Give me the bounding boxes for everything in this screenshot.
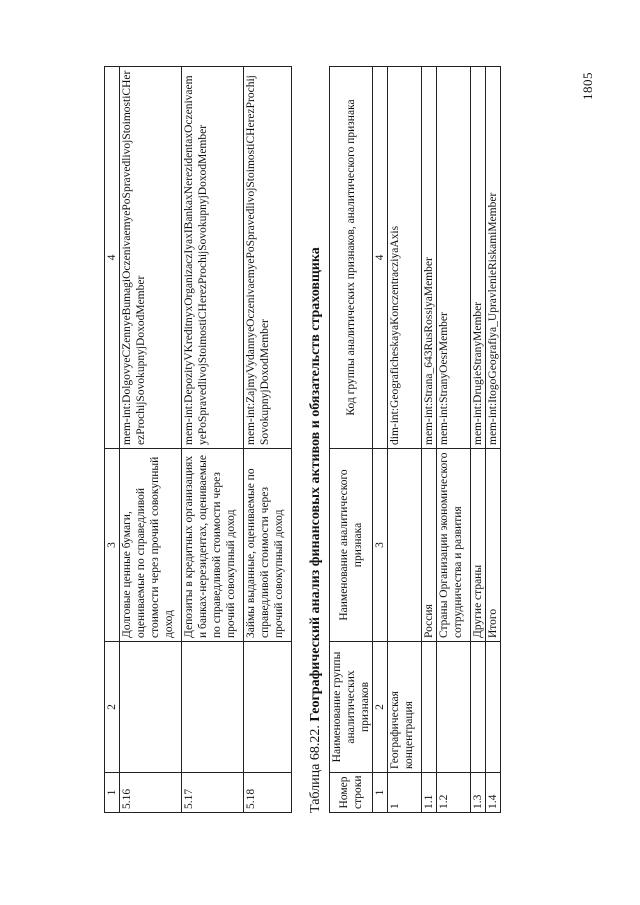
column-number: 1 [105, 773, 120, 813]
group-name [422, 642, 437, 773]
page-number: 1805 [580, 72, 595, 100]
row-number: 5.16 [120, 773, 182, 813]
column-number: 2 [373, 642, 388, 773]
bottom-table [329, 66, 501, 813]
feature-name: Долговые ценные бумаги, оцениваемые по справедливой стоимости через прочий совокупный доход [120, 449, 182, 642]
table-row [244, 67, 292, 813]
row-number: 1.3 [471, 773, 486, 813]
table-row [471, 67, 486, 813]
feature-code: mem-int:DrugieStranyMember [471, 67, 486, 449]
table-caption [308, 247, 324, 813]
header-row-number: Номер строки [330, 773, 373, 813]
column-number: 3 [105, 449, 120, 642]
row-number: 1.4 [486, 773, 501, 813]
table-row [422, 67, 437, 813]
group-name [120, 642, 182, 773]
column-number: 1 [373, 773, 388, 813]
header-group-name: Наименование группы аналитических признаков [330, 642, 373, 773]
group-name [471, 642, 486, 773]
column-number: 2 [105, 642, 120, 773]
column-number: 4 [373, 67, 388, 449]
group-name [486, 642, 501, 773]
feature-code: mem-int:Strana_643RusRossiyaMember [422, 67, 437, 449]
row-number: 1.2 [437, 773, 471, 813]
row-number: 1.1 [422, 773, 437, 813]
top-table [104, 66, 292, 813]
row-number: 5.18 [244, 773, 292, 813]
column-number: 3 [373, 449, 388, 642]
bottom-table-header [330, 67, 373, 813]
feature-code: mem-int:DepozityVKreditnyxOrganizaczIyaxIBankaxNerezidentaxOczenivaemyePoSpravedlivojStoimostiCHerezProchijSovokupnyjDoxodMember [182, 67, 244, 449]
group-name [437, 642, 471, 773]
table-row [437, 67, 471, 813]
group-name [182, 642, 244, 773]
row-number: 1 [388, 773, 422, 813]
feature-name: Россия [422, 449, 437, 642]
feature-code: mem-int:ItogoGeografiya_UpravlenieRiskamiMember [486, 67, 501, 449]
feature-name [388, 449, 422, 642]
table-row [388, 67, 422, 813]
header-feature-name: Наименование аналитического признака [330, 449, 373, 642]
column-number: 4 [105, 67, 120, 449]
table-row [120, 67, 182, 813]
feature-name: Страны Организации экономического сотрудничества и развития [437, 449, 471, 642]
feature-code: dim-int:GeograficheskayaKonczentracziyaAxis [388, 67, 422, 449]
table-caption-prefix: Таблица 68.22. [308, 725, 323, 813]
feature-name: Итого [486, 449, 501, 642]
feature-name: Депозиты в кредитных организациях и банках-нерезидентах, оцениваемые по справедливой стоимости через прочий совокупный доход [182, 449, 244, 642]
header-feature-code: Код группы аналитических признаков, аналитического признака [330, 67, 373, 449]
bottom-table-column-numbers [373, 67, 388, 813]
table-row [182, 67, 244, 813]
feature-code: mem-int:DolgovyeCZennyeBumagiOczenivaemyePoSpravedlivojStoimostiCHerezProchijSovokupnyjDoxodMember [120, 67, 182, 449]
feature-code: mem-int:ZajmyVydannyeOczenivaemyePoSpravedlivojStoimostiCHerezProchijSovokupnyjDoxodMember [244, 67, 292, 449]
group-name [244, 642, 292, 773]
top-table-column-numbers [105, 67, 120, 813]
feature-code: mem-int:StranyOesrMember [437, 67, 471, 449]
table-row [486, 67, 501, 813]
row-number: 5.17 [182, 773, 244, 813]
group-name: Географическая концентрация [388, 642, 422, 773]
feature-name: Другие страны [471, 449, 486, 642]
feature-name: Займы выданные, оцениваемые по справедливой стоимости через прочий совокупный доход [244, 449, 292, 642]
table-caption-title: Географический анализ финансовых активов и обязательств страховщика [308, 247, 323, 722]
